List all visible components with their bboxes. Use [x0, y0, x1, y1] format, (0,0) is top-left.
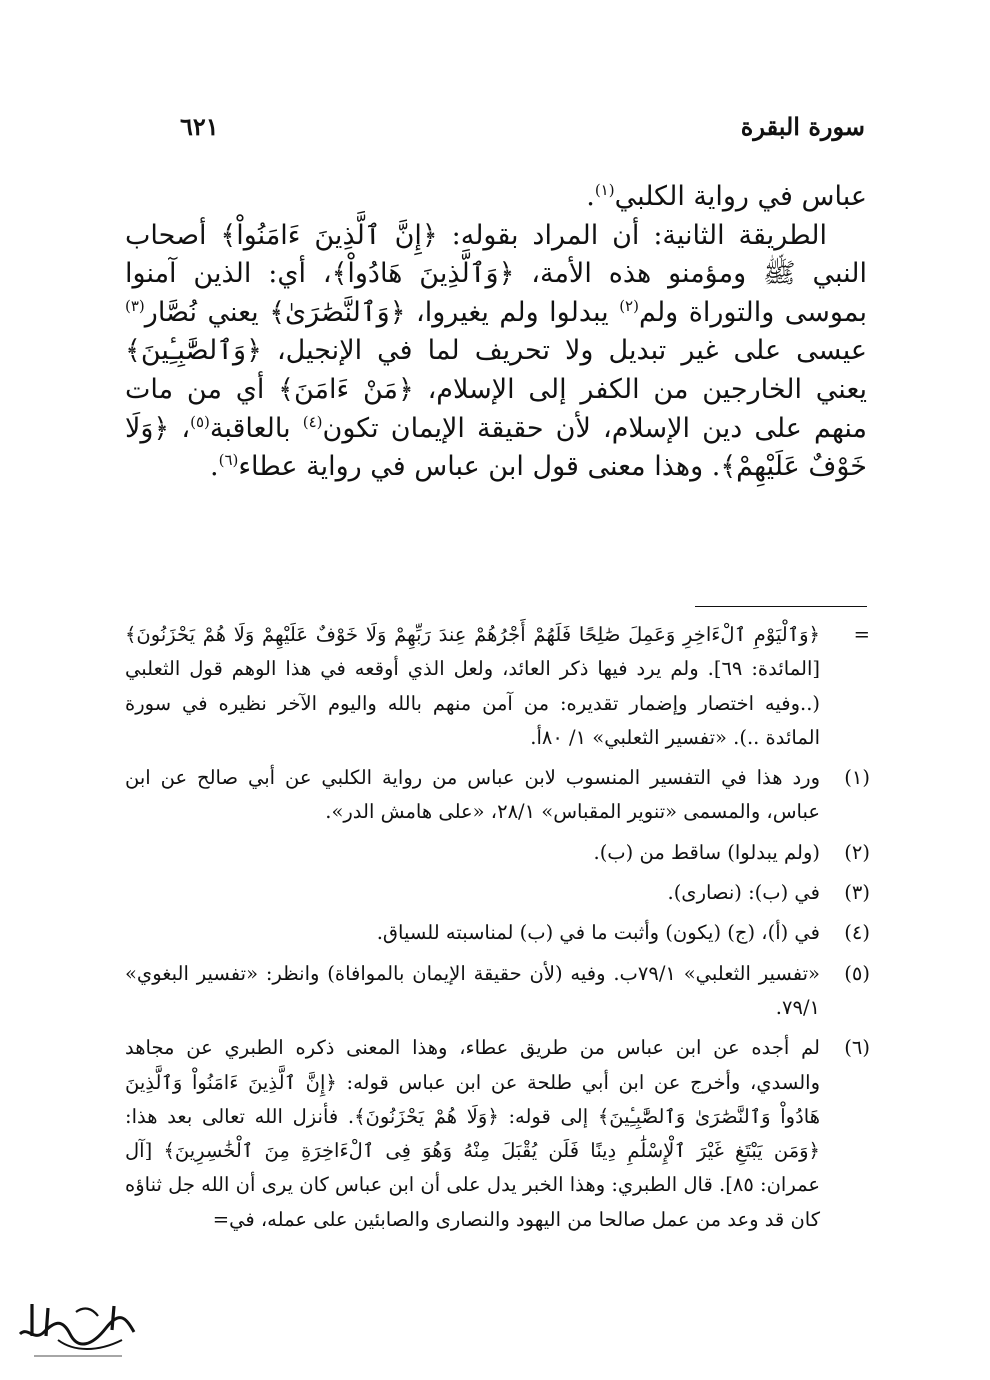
quran-quote: ﴿وَٱلَّذِينَ هَادُواْ﴾ [331, 258, 515, 290]
quran-quote: ﴿وَلَا هُمْ يَحْزَنُونَ﴾ [354, 1104, 499, 1128]
paragraph-1 [125, 178, 867, 217]
quran-quote: ﴿وَلَا خَوْفٌ عَلَيْهِمْ﴾ [125, 412, 867, 483]
footnote-text: إلى قوله: [498, 1104, 598, 1128]
quran-quote: ﴿إِنَّ ٱلَّذِينَ ءَامَنُواْ وَٱلَّذِينَ هَادُواْ وَٱلنَّصَٰرَىٰ وَٱلصَّٰبِـِٔينَ﴾ [125, 1070, 820, 1128]
footnote-divider [695, 606, 867, 607]
footnote-5 [125, 957, 870, 1026]
page-number: ٦٢١ [180, 112, 219, 141]
footnote-ref-6: (٦) [218, 451, 239, 470]
footnote-number: (٣) [844, 881, 870, 905]
footnote-ref-3: (٣) [125, 296, 145, 315]
paragraph-2 [125, 217, 867, 487]
footnotes [125, 618, 870, 1243]
paragraph-1-end: . [586, 181, 595, 212]
footnote-number: (١) [844, 766, 870, 790]
footnote-text: ورد هذا في التفسير المنسوب لابن عباس من رواية الكلبي عن أبي صالح عن ابن عباس، والمسمى «تنوير المقباس» ٢٨/١، «على هامش الدر». [125, 766, 820, 824]
footnote-text: في (ب): (نصارى). [667, 881, 820, 905]
footnote-text: (ولم يبدلوا) ساقط من (ب). [593, 840, 820, 864]
calligraphy-logo [14, 1296, 142, 1362]
footnote-text: في (أ)، (ج) (يكون) وأثبت ما في (ب) لمناسبته للسياق. [376, 921, 820, 945]
quran-quote: ﴿وَٱلْيَوْمِ ٱلْءَاخِرِ وَعَمِلَ صَٰلِحًا فَلَهُمْ أَجْرُهُمْ عِندَ رَبِّهِمْ وَلَا خَوْفٌ عَلَيْهِمْ وَلَا هُمْ يَحْزَنُونَ﴾ [125, 623, 820, 646]
footnote-text: [المائدة: ٦٩]. ولم يرد فيها ذكر العائد، ولعل الذي أوقعه في هذا الوهم قول الثعلبي (..وفيه اختصار وإضمار تقديره: من آمن منهم بالله واليوم الآخر نظيره في سورة المائدة ..). «تفسير الثعلبي» ١/ ٨٠أ. [125, 657, 820, 749]
quran-quote: ﴿إِنَّ ٱلَّذِينَ ءَامَنُواْ﴾ [220, 219, 438, 251]
footnote-text: لم أجده عن ابن عباس من طريق عطاء، وهذا المعنى ذكره الطبري عن مجاهد والسدي، وأخرج عن ابن أبي طلحة عن ابن عباس قوله: [125, 1036, 820, 1094]
text-segment: عيسى على غير تبديل ولا تحريف لما في الإنجيل، [261, 335, 867, 367]
main-text [125, 178, 867, 487]
surah-title: سورة البقرة [740, 112, 865, 141]
footnote-number: (٥) [844, 961, 870, 985]
footnote-number: (٦) [844, 1036, 870, 1060]
footnote-text: «تفسير الثعلبي» ٧٩/١ب. وفيه (لأن حقيقة الإيمان بالموافاة) وانظر: «تفسير البغوي» ٧٩/١. [125, 961, 820, 1019]
footnote-number: (٢) [844, 840, 870, 864]
text-segment: ، [169, 412, 191, 444]
text-segment: يعني الخارجين من الكفر إلى الإسلام، [413, 373, 867, 405]
footnote-number: (٤) [844, 921, 870, 945]
footnote-text: . فأنزل الله تعالى بعد هذا: [125, 1104, 355, 1128]
quran-quote: ﴿وَٱلصَّٰبِـِٔينَ﴾ [125, 335, 262, 367]
quran-quote: ﴿وَٱلنَّصَٰرَىٰ﴾ [269, 296, 406, 328]
footnote-3 [125, 876, 870, 910]
footnote-ref-2: (٢) [619, 296, 639, 315]
quran-quote: ﴿مَنْ ءَامَنَ﴾ [278, 373, 414, 405]
footnote-number: = [853, 623, 870, 646]
footnote-6 [125, 1031, 870, 1237]
paragraph-1-text: عباس في رواية الكلبي [614, 181, 867, 212]
text-segment: أصحاب النبي ﷺ ومؤمنو هذه الأمة، [125, 219, 867, 290]
text-segment: يبدلوا ولم يغيروا، [405, 296, 620, 328]
text-segment: يعني نُصَّار [144, 296, 270, 328]
page-header [120, 112, 865, 152]
text-segment: . وهذا معنى قول ابن عباس في رواية عطاء [238, 451, 721, 483]
text-segment: الطريقة الثانية: أن المراد بقوله: [437, 219, 827, 251]
text-segment: أي من مات منهم على دين الإسلام، لأن حقيقة الإيمان تكون [125, 373, 867, 444]
footnote-text: [آل عمران: ٨٥]. قال الطبري: وهذا الخبر يدل على أن ابن عباس كان يرى أن الله جل ثناؤه كان قد وعد من عمل صالحا من اليهود والنصارى والصابئين على عمله، في= [125, 1139, 820, 1231]
footnote-1 [125, 761, 870, 830]
text-segment: ، أي: الذين آمنوا بموسى والتوراة ولم [125, 258, 867, 328]
text-segment: بالعاقبة [209, 412, 303, 444]
footnote-4 [125, 916, 870, 950]
footnote-ref-5: (٥) [190, 412, 210, 431]
text-segment: . [209, 451, 219, 483]
footnote-ref-1: (١) [594, 181, 615, 199]
footnote-ref-4: (٤) [302, 412, 323, 431]
footnote-2 [125, 836, 870, 870]
footnote-continuation [125, 618, 870, 755]
quran-quote: ﴿وَمَن يَبْتَغِ غَيْرَ ٱلْإِسْلَٰمِ دِينًا فَلَن يُقْبَلَ مِنْهُ وَهُوَ فِى ٱلْءَاخِرَةِ مِنَ ٱلْخَٰسِرِينَ﴾ [163, 1139, 820, 1163]
